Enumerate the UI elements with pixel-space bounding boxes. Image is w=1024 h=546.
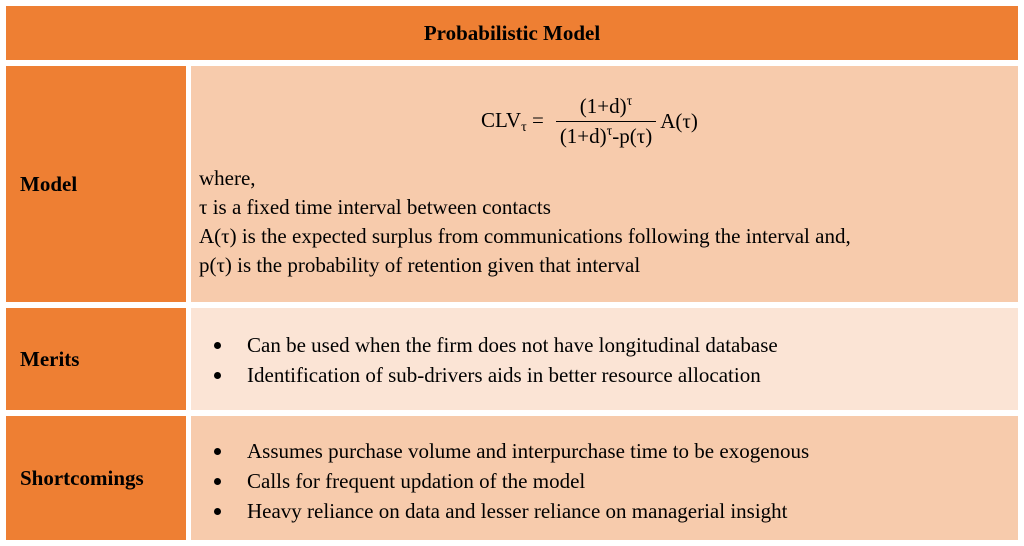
model-definitions xyxy=(199,164,851,280)
list-item: Can be used when the firm does not have longitudinal database xyxy=(209,330,778,360)
probabilistic-model-table xyxy=(6,6,1018,540)
list-item: Identification of sub-drivers aids in better resource allocation xyxy=(209,360,778,390)
list-item: Calls for frequent updation of the model xyxy=(209,466,809,496)
shortcomings-list xyxy=(209,436,809,526)
shortcomings-content xyxy=(191,416,1018,540)
row-label-shortcomings: Shortcomings xyxy=(6,416,186,540)
clv-formula xyxy=(481,94,698,149)
formula-rhs: A(τ) xyxy=(660,109,698,133)
definition-line: A(τ) is the expected surplus from communications following the interval and, xyxy=(199,224,851,248)
formula-fraction xyxy=(556,94,656,149)
definition-line: p(τ) is the probability of retention given that interval xyxy=(199,253,641,277)
formula-denominator: $(1+d)^\tau-p(\tau)$ xyxy=(559,124,653,148)
model-content xyxy=(191,66,1018,302)
formula-numerator: $(1+d)^\tau$ xyxy=(579,94,633,118)
definition-line: τ is a fixed time interval between contacts xyxy=(199,195,551,219)
formula-lhs: $CLV_\tau$ = xyxy=(481,107,544,135)
table-title: Probabilistic Model xyxy=(6,6,1018,60)
merits-list xyxy=(209,330,778,390)
row-label-model: Model xyxy=(6,66,186,302)
list-item: Assumes purchase volume and interpurchase time to be exogenous xyxy=(209,436,809,466)
merits-content xyxy=(191,308,1018,410)
row-label-merits: Merits xyxy=(6,308,186,410)
definition-line: where, xyxy=(199,166,256,190)
list-item: Heavy reliance on data and lesser reliance on managerial insight xyxy=(209,496,809,526)
